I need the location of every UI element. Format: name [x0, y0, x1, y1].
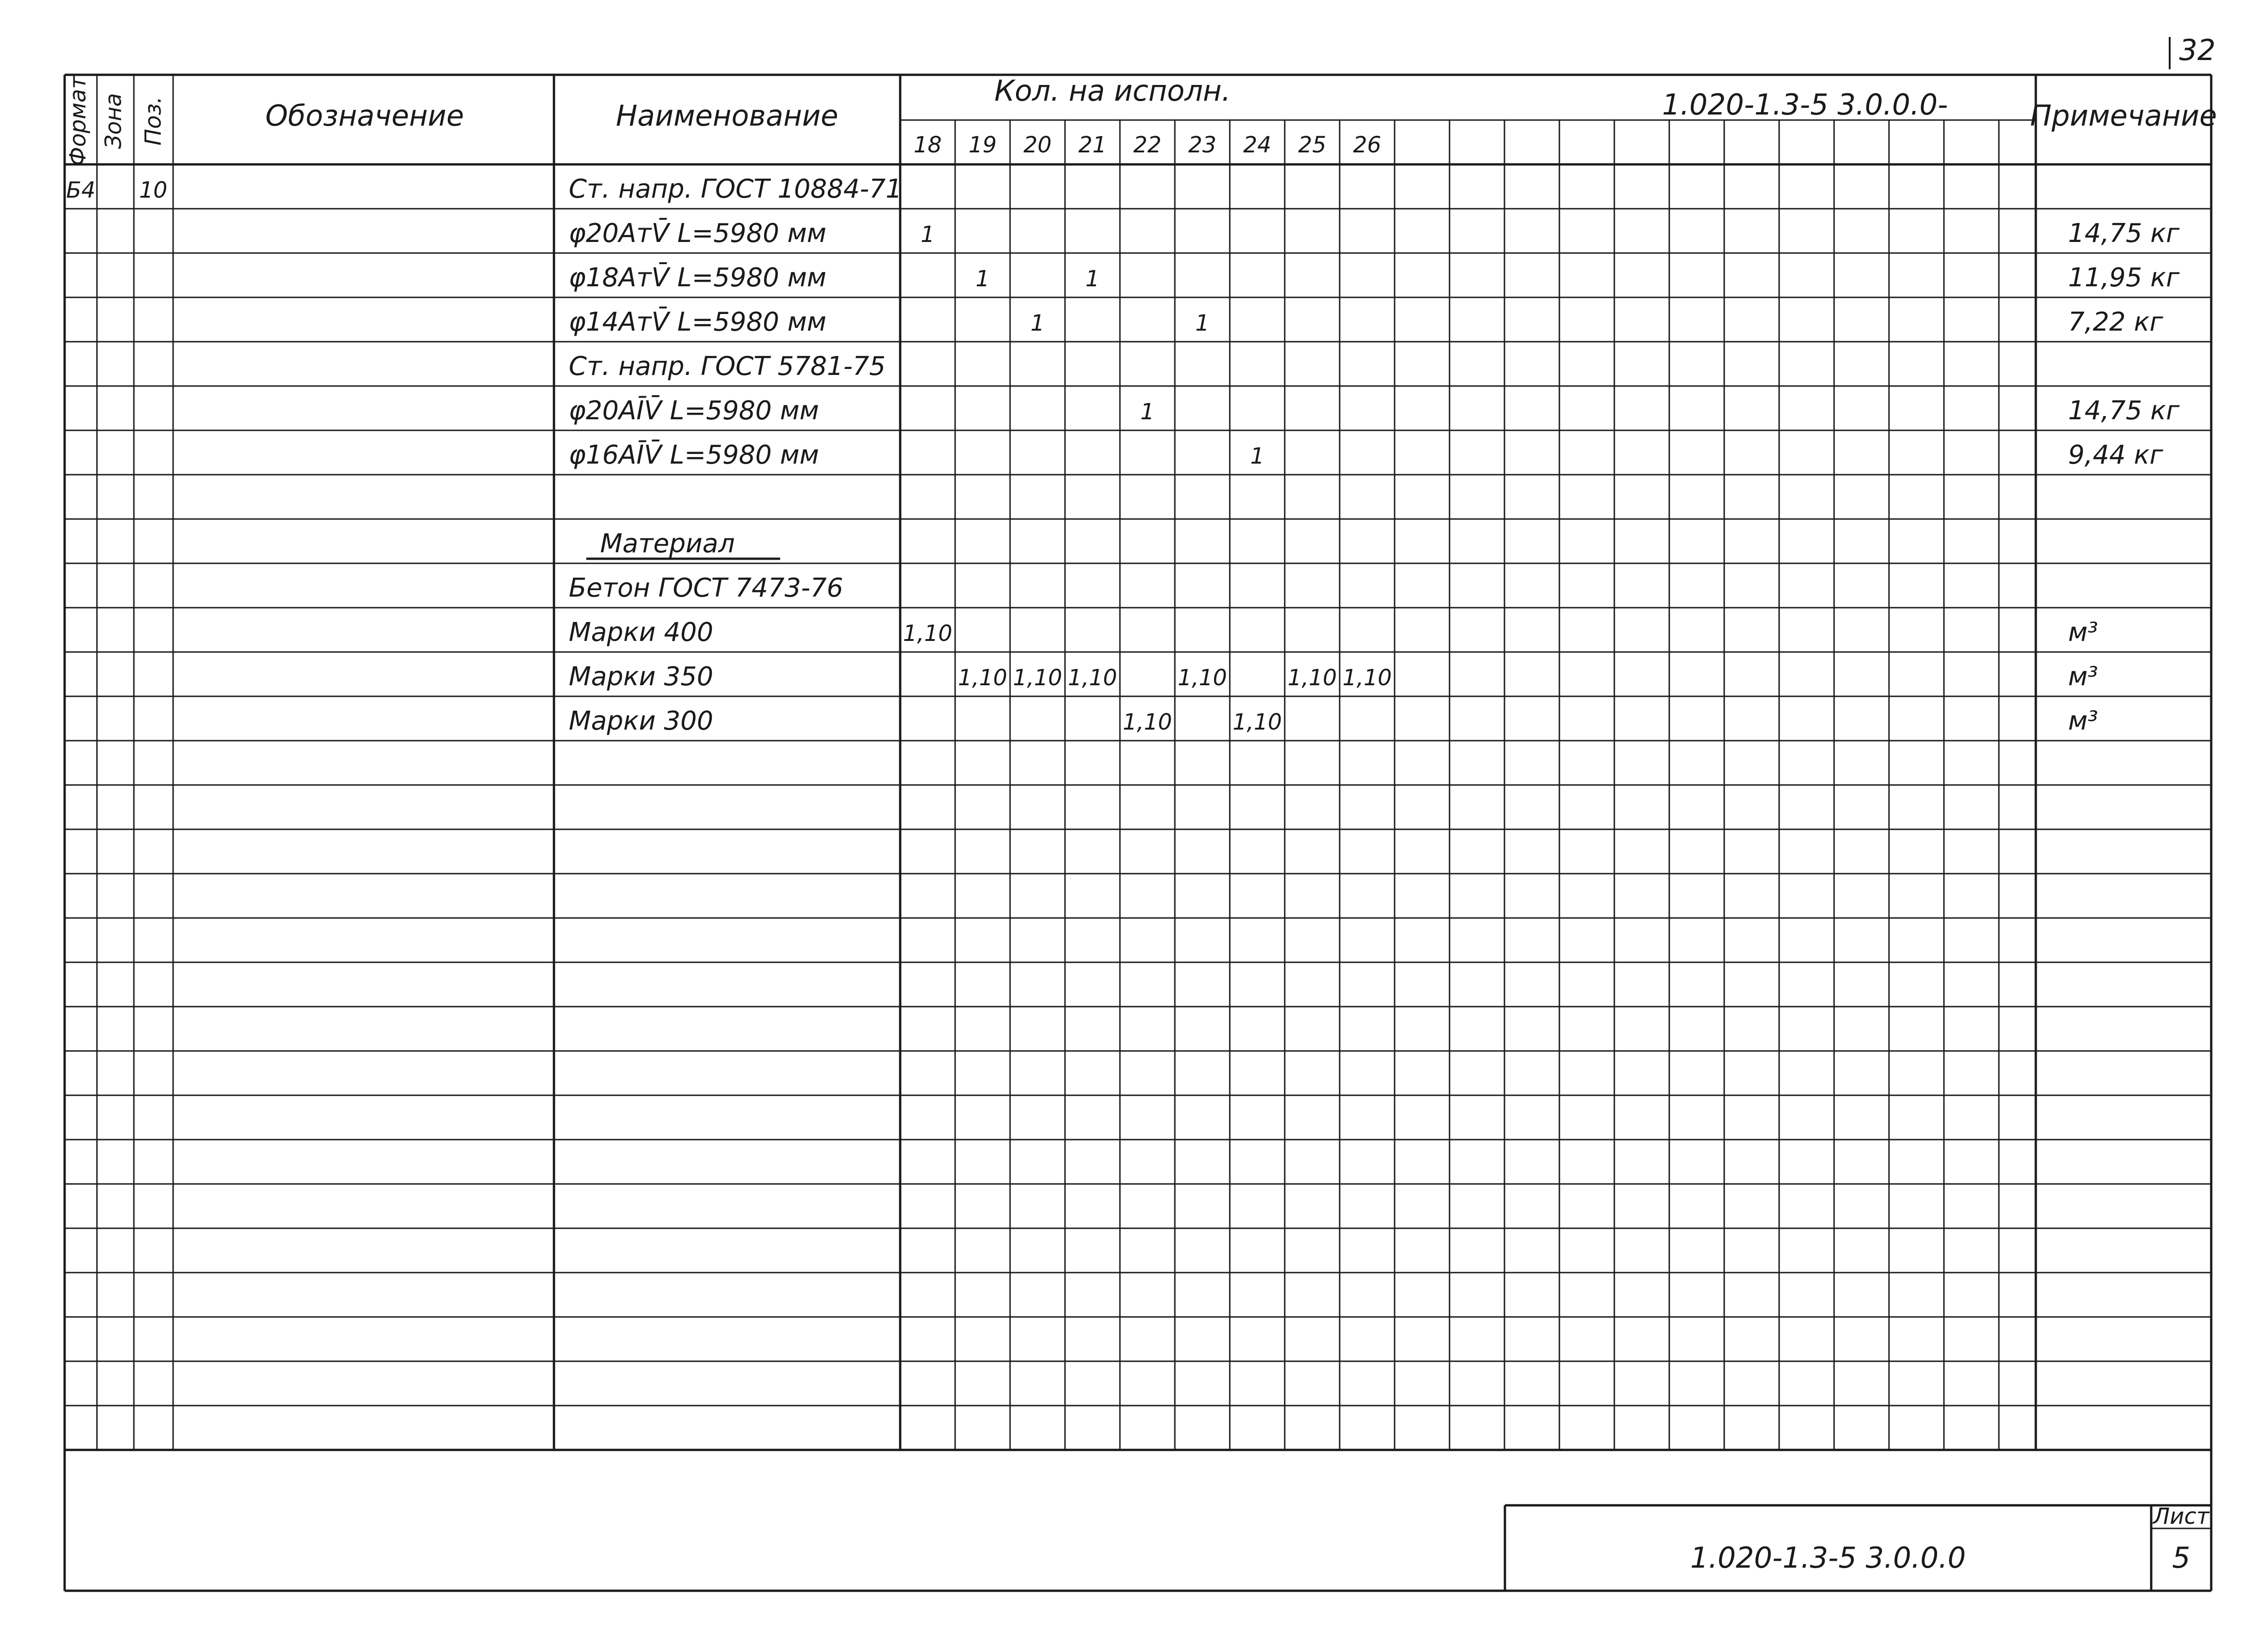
row-name: Материал	[600, 529, 735, 559]
column-number: 18	[913, 132, 942, 158]
qty-cell: 1,10	[903, 621, 952, 646]
qty-cell: 1	[1030, 310, 1045, 336]
row-note: м³	[2068, 706, 2098, 736]
header-qty-caption: Кол. на исполн.	[994, 74, 1231, 108]
row-note: 11,95 кг	[2068, 263, 2180, 293]
row-name: Бетон ГОСТ 7473-76	[569, 573, 843, 603]
table-text	[65, 33, 2217, 1575]
row-name: Марки 300	[569, 706, 714, 736]
title-block-code: 1.020-1.3-5 3.0.0.0	[1690, 1541, 1966, 1575]
qty-cell: 1,10	[1068, 665, 1117, 691]
row-note: 14,75 кг	[2068, 396, 2180, 426]
qty-cell: 1	[1140, 399, 1155, 425]
qty-cell: 1,10	[1013, 665, 1062, 691]
row-note: 7,22 кг	[2068, 307, 2163, 337]
qty-cell: 1	[1195, 310, 1209, 336]
qty-cell: 1	[920, 222, 935, 248]
qty-cell: 1	[1085, 266, 1100, 292]
header-designation: Обозначение	[265, 99, 464, 133]
row-name: Марки 400	[569, 617, 714, 647]
column-number: 26	[1353, 132, 1382, 158]
column-number: 24	[1243, 132, 1272, 158]
row-name: φ14АтV̄ L=5980 мм	[569, 307, 827, 337]
row-name: φ16АĪV̄ L=5980 мм	[569, 440, 819, 470]
qty-cell: 1,10	[1178, 665, 1227, 691]
column-number: 20	[1023, 132, 1052, 158]
sheet-corner-number: 32	[2179, 33, 2216, 67]
qty-cell: 1,10	[958, 665, 1007, 691]
sheet-number: 5	[2172, 1541, 2190, 1575]
table-grid	[65, 37, 2211, 1591]
qty-cell: 1	[1250, 443, 1264, 469]
row-pos: 10	[139, 177, 168, 203]
column-number: 19	[968, 132, 997, 158]
column-number: 25	[1298, 132, 1327, 158]
qty-cell: 1,10	[1123, 709, 1172, 735]
column-number: 22	[1133, 132, 1162, 158]
row-name: φ18АтV̄ L=5980 мм	[569, 263, 827, 293]
header-note: Примечание	[2030, 99, 2217, 133]
header-pos: Поз.	[140, 96, 166, 146]
row-note: 9,44 кг	[2068, 440, 2163, 470]
header-format: Формат	[65, 76, 91, 166]
qty-cell: 1	[975, 266, 990, 292]
row-note: 14,75 кг	[2068, 218, 2180, 248]
row-name: φ20АĪV̄ L=5980 мм	[569, 396, 819, 426]
header-zone: Зона	[101, 93, 126, 149]
qty-cell: 1,10	[1287, 665, 1337, 691]
column-number: 23	[1188, 132, 1217, 158]
qty-cell: 1,10	[1233, 709, 1282, 735]
row-note: м³	[2068, 617, 2098, 647]
sheet-label: Лист	[2153, 1503, 2209, 1529]
qty-cell: 1,10	[1342, 665, 1392, 691]
row-name: φ20АтV̄ L=5980 мм	[569, 218, 827, 248]
header-name: Наименование	[616, 99, 838, 133]
row-note: м³	[2068, 662, 2098, 692]
header-doc-prefix: 1.020-1.3-5 3.0.0.0-	[1662, 88, 1948, 121]
row-name: Ст. напр. ГОСТ 5781-75	[569, 351, 886, 381]
row-format: Б4	[66, 177, 96, 203]
column-number: 21	[1078, 132, 1107, 158]
row-name: Ст. напр. ГОСТ 10884-71	[569, 174, 902, 204]
row-name: Марки 350	[569, 662, 714, 692]
